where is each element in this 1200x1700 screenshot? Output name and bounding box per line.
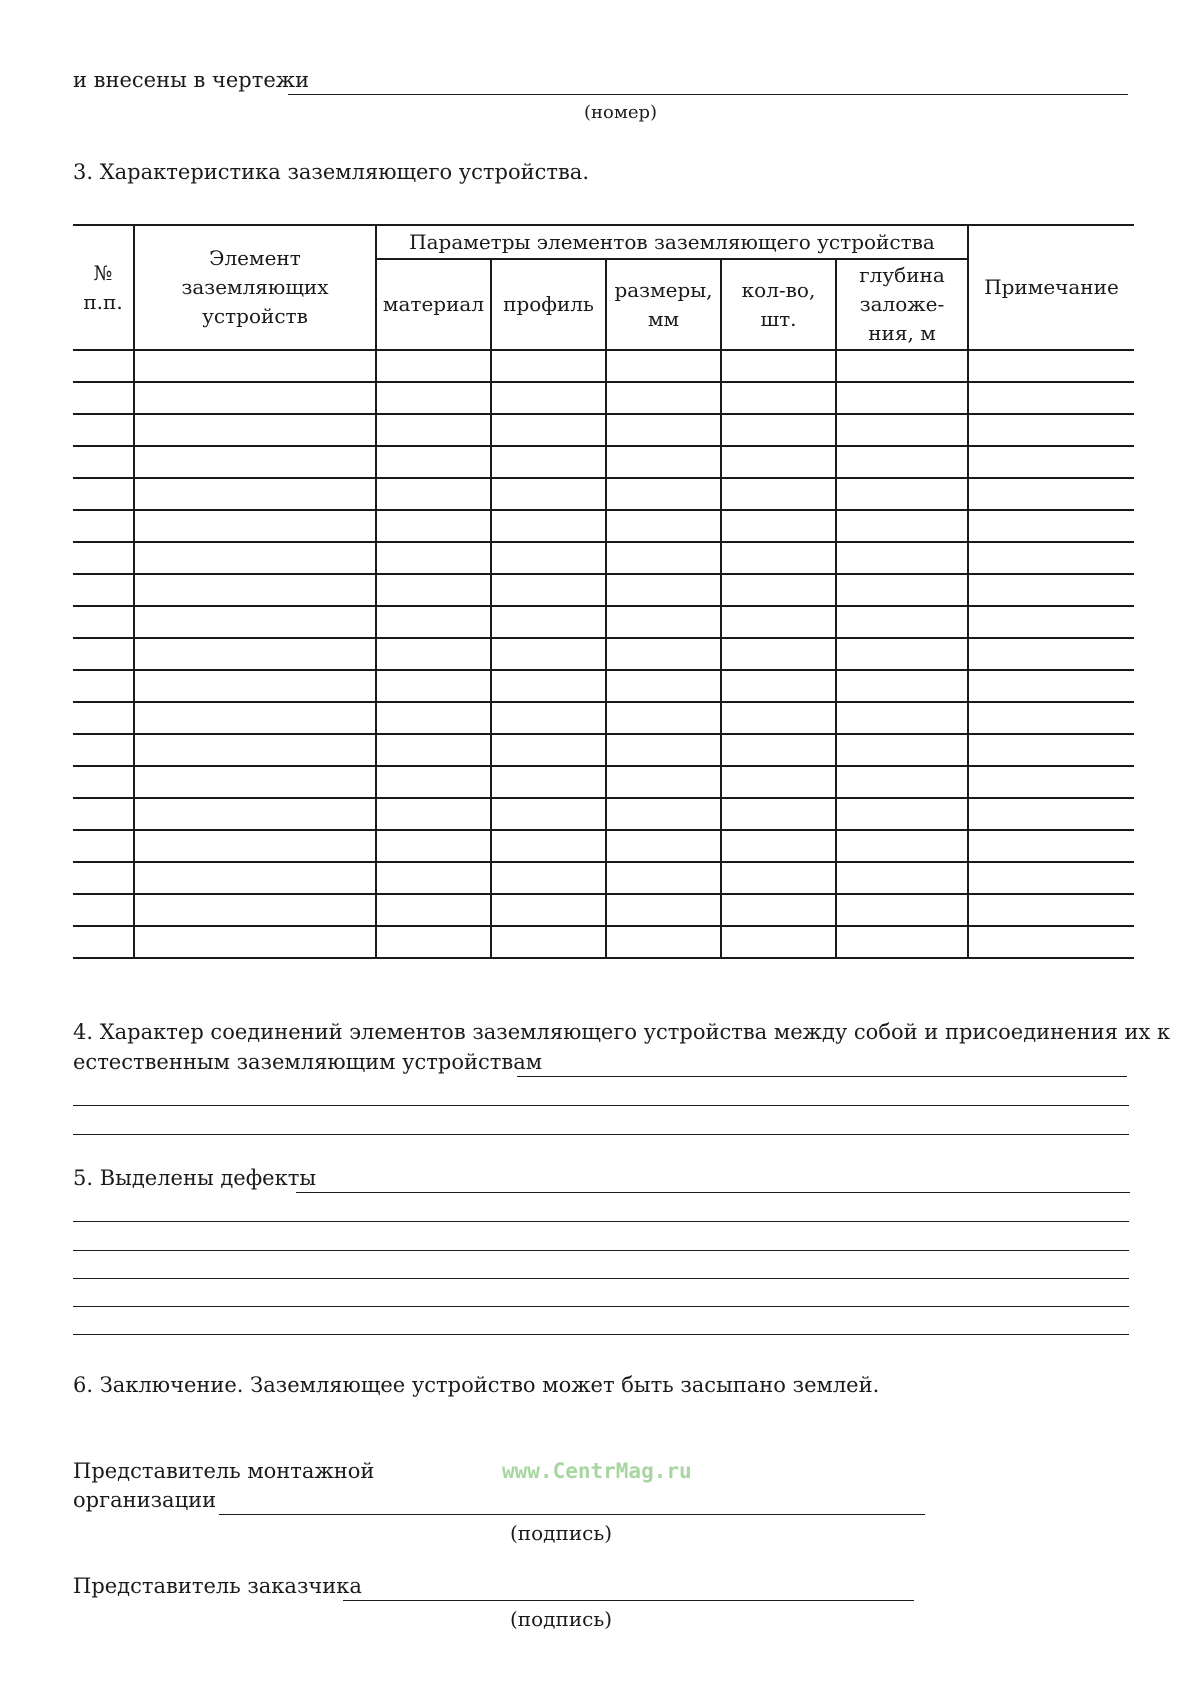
- table-cell[interactable]: [836, 478, 968, 510]
- table-cell[interactable]: [721, 670, 836, 702]
- table-cell[interactable]: [606, 382, 721, 414]
- header-material: материал: [376, 259, 491, 350]
- table-cell[interactable]: [836, 542, 968, 574]
- table-cell[interactable]: [836, 798, 968, 830]
- table-cell[interactable]: [134, 382, 376, 414]
- table-cell[interactable]: [606, 894, 721, 926]
- table-row: [73, 894, 1134, 926]
- table-cell[interactable]: [134, 734, 376, 766]
- table-cell[interactable]: [491, 702, 606, 734]
- table-cell[interactable]: [491, 734, 606, 766]
- table-cell[interactable]: [134, 478, 376, 510]
- table-cell[interactable]: [606, 702, 721, 734]
- table-cell[interactable]: [134, 638, 376, 670]
- grounding-device-table: [73, 224, 1134, 959]
- table-cell[interactable]: [721, 830, 836, 862]
- table-cell[interactable]: [836, 574, 968, 606]
- table-cell[interactable]: [376, 766, 491, 798]
- table-row: [73, 798, 1134, 830]
- table-cell[interactable]: [491, 382, 606, 414]
- table-cell[interactable]: [721, 926, 836, 958]
- installer-label-line-1: Представитель монтажной: [73, 1459, 375, 1483]
- table-cell[interactable]: [721, 446, 836, 478]
- table-cell[interactable]: [721, 638, 836, 670]
- table-cell[interactable]: [134, 574, 376, 606]
- table-cell[interactable]: [721, 606, 836, 638]
- table-cell[interactable]: [721, 574, 836, 606]
- table-row: [73, 510, 1134, 542]
- installer-signature-caption: (подпись): [510, 1521, 613, 1545]
- drawings-number-field[interactable]: [288, 94, 1128, 95]
- table-cell[interactable]: [836, 510, 968, 542]
- table-cell[interactable]: [376, 414, 491, 446]
- table-cell[interactable]: [968, 382, 1134, 414]
- table-cell[interactable]: [836, 766, 968, 798]
- table-cell[interactable]: [721, 734, 836, 766]
- defects-field-1[interactable]: [296, 1192, 1130, 1193]
- table-row: [73, 542, 1134, 574]
- table-cell[interactable]: [134, 510, 376, 542]
- table-cell[interactable]: [836, 862, 968, 894]
- table-row: [73, 830, 1134, 862]
- table-cell[interactable]: [968, 734, 1134, 766]
- table-cell[interactable]: [721, 382, 836, 414]
- table-cell[interactable]: [968, 542, 1134, 574]
- section-4-field-1[interactable]: [517, 1076, 1127, 1077]
- table-cell[interactable]: [73, 350, 134, 382]
- table-cell[interactable]: [134, 670, 376, 702]
- table-cell[interactable]: [968, 414, 1134, 446]
- table-cell[interactable]: [836, 734, 968, 766]
- table-cell[interactable]: [606, 446, 721, 478]
- table-cell[interactable]: [606, 414, 721, 446]
- table-row: [73, 766, 1134, 798]
- table-cell[interactable]: [968, 830, 1134, 862]
- table-cell[interactable]: [491, 766, 606, 798]
- table-cell[interactable]: [73, 382, 134, 414]
- table-cell[interactable]: [491, 414, 606, 446]
- table-cell[interactable]: [376, 638, 491, 670]
- installer-label-line-2: организации: [73, 1488, 217, 1512]
- table-cell[interactable]: [491, 574, 606, 606]
- table-cell[interactable]: [134, 446, 376, 478]
- table-cell[interactable]: [491, 606, 606, 638]
- header-sizes: размеры, мм: [606, 259, 721, 350]
- table-cell[interactable]: [134, 766, 376, 798]
- table-cell[interactable]: [134, 862, 376, 894]
- table-cell[interactable]: [836, 638, 968, 670]
- installer-signature-field[interactable]: [219, 1514, 925, 1515]
- table-cell[interactable]: [491, 830, 606, 862]
- section-5-label: 5. Выделены дефекты: [73, 1166, 317, 1190]
- table-cell[interactable]: [968, 446, 1134, 478]
- table-cell[interactable]: [134, 702, 376, 734]
- table-cell[interactable]: [968, 574, 1134, 606]
- table-cell[interactable]: [73, 542, 134, 574]
- header-number: № п.п.: [73, 225, 134, 350]
- header-note: Примечание: [968, 225, 1134, 350]
- table-cell[interactable]: [836, 894, 968, 926]
- table-cell[interactable]: [73, 574, 134, 606]
- table-cell[interactable]: [836, 830, 968, 862]
- table-cell[interactable]: [606, 734, 721, 766]
- table-row: [73, 414, 1134, 446]
- customer-signature-caption: (подпись): [510, 1607, 613, 1631]
- table-cell[interactable]: [721, 542, 836, 574]
- table-row: [73, 446, 1134, 478]
- table-cell[interactable]: [376, 542, 491, 574]
- table-cell[interactable]: [606, 478, 721, 510]
- table-cell[interactable]: [376, 606, 491, 638]
- table-cell[interactable]: [491, 542, 606, 574]
- table-cell[interactable]: [376, 478, 491, 510]
- table-cell[interactable]: [606, 798, 721, 830]
- table-cell[interactable]: [606, 638, 721, 670]
- table-row: [73, 734, 1134, 766]
- header-element: Элемент заземляющих устройств: [134, 225, 376, 350]
- table-cell[interactable]: [376, 350, 491, 382]
- table-cell[interactable]: [491, 350, 606, 382]
- table-cell[interactable]: [134, 606, 376, 638]
- table-cell[interactable]: [134, 798, 376, 830]
- table-cell[interactable]: [721, 350, 836, 382]
- table-cell[interactable]: [134, 414, 376, 446]
- table-cell[interactable]: [376, 670, 491, 702]
- table-row: [73, 862, 1134, 894]
- table-cell[interactable]: [721, 894, 836, 926]
- defects-field-3[interactable]: [73, 1250, 1129, 1251]
- table-cell[interactable]: [376, 830, 491, 862]
- table-body: [73, 350, 1134, 958]
- defects-field-5[interactable]: [73, 1306, 1129, 1307]
- table-cell[interactable]: [376, 510, 491, 542]
- table-cell[interactable]: [376, 734, 491, 766]
- table-row: [73, 606, 1134, 638]
- table-cell[interactable]: [73, 478, 134, 510]
- table-cell[interactable]: [491, 670, 606, 702]
- table-cell[interactable]: [491, 798, 606, 830]
- table-cell[interactable]: [376, 926, 491, 958]
- table-cell[interactable]: [491, 510, 606, 542]
- table-cell[interactable]: [134, 926, 376, 958]
- customer-label: Представитель заказчика: [73, 1574, 362, 1598]
- table-cell[interactable]: [73, 638, 134, 670]
- section-4-line-2: естественным заземляющим устройствам: [73, 1050, 543, 1074]
- table-cell[interactable]: [606, 670, 721, 702]
- table-cell[interactable]: [491, 926, 606, 958]
- table-cell[interactable]: [134, 350, 376, 382]
- table-cell[interactable]: [721, 702, 836, 734]
- table-cell[interactable]: [721, 862, 836, 894]
- table-cell[interactable]: [606, 830, 721, 862]
- table-cell[interactable]: [968, 798, 1134, 830]
- table-cell[interactable]: [73, 670, 134, 702]
- table-cell[interactable]: [73, 702, 134, 734]
- table-cell[interactable]: [606, 350, 721, 382]
- section-6-conclusion: 6. Заключение. Заземляющее устройство может быть засыпано землей.: [73, 1373, 880, 1397]
- table-cell[interactable]: [73, 862, 134, 894]
- table-cell[interactable]: [606, 574, 721, 606]
- table-cell[interactable]: [376, 574, 491, 606]
- table-cell[interactable]: [491, 478, 606, 510]
- table-cell[interactable]: [376, 798, 491, 830]
- table-cell[interactable]: [73, 446, 134, 478]
- table-cell[interactable]: [836, 382, 968, 414]
- table-cell[interactable]: [73, 510, 134, 542]
- table-cell[interactable]: [968, 510, 1134, 542]
- table-cell[interactable]: [376, 894, 491, 926]
- table-cell[interactable]: [968, 478, 1134, 510]
- table-cell[interactable]: [836, 606, 968, 638]
- table-row: [73, 638, 1134, 670]
- table-row: [73, 702, 1134, 734]
- table-row: [73, 926, 1134, 958]
- table-cell[interactable]: [721, 478, 836, 510]
- table-cell[interactable]: [73, 766, 134, 798]
- defects-field-2[interactable]: [73, 1221, 1129, 1222]
- table-cell[interactable]: [606, 766, 721, 798]
- defects-field-4[interactable]: [73, 1278, 1129, 1279]
- table-cell[interactable]: [836, 926, 968, 958]
- table-cell[interactable]: [376, 702, 491, 734]
- table-cell[interactable]: [73, 926, 134, 958]
- header-count: кол-во, шт.: [721, 259, 836, 350]
- table-cell[interactable]: [836, 350, 968, 382]
- table-row: [73, 382, 1134, 414]
- table-cell[interactable]: [134, 894, 376, 926]
- table-cell[interactable]: [606, 606, 721, 638]
- table-cell[interactable]: [491, 446, 606, 478]
- watermark: www.CentrMag.ru: [502, 1459, 692, 1483]
- table-cell[interactable]: [836, 446, 968, 478]
- table-cell[interactable]: [491, 862, 606, 894]
- table-cell[interactable]: [606, 926, 721, 958]
- table-cell[interactable]: [968, 894, 1134, 926]
- table-cell[interactable]: [73, 798, 134, 830]
- table-cell[interactable]: [721, 414, 836, 446]
- table-cell[interactable]: [968, 702, 1134, 734]
- table-row: [73, 350, 1134, 382]
- table-cell[interactable]: [376, 446, 491, 478]
- table-cell[interactable]: [968, 350, 1134, 382]
- table-cell[interactable]: [134, 542, 376, 574]
- table-cell[interactable]: [968, 670, 1134, 702]
- defects-field-6[interactable]: [73, 1334, 1129, 1335]
- table-cell[interactable]: [376, 862, 491, 894]
- table-cell[interactable]: [968, 606, 1134, 638]
- table-cell[interactable]: [606, 862, 721, 894]
- table-cell[interactable]: [491, 894, 606, 926]
- table-cell[interactable]: [606, 542, 721, 574]
- table-cell[interactable]: [836, 702, 968, 734]
- table-cell[interactable]: [968, 766, 1134, 798]
- section-4-field-2[interactable]: [73, 1105, 1129, 1106]
- table-row: [73, 670, 1134, 702]
- drawings-line-label: и внесены в чертежи: [73, 68, 310, 92]
- table-cell[interactable]: [968, 862, 1134, 894]
- header-profile: профиль: [491, 259, 606, 350]
- table-cell[interactable]: [73, 606, 134, 638]
- table-cell[interactable]: [968, 926, 1134, 958]
- table-cell[interactable]: [721, 798, 836, 830]
- table-cell[interactable]: [73, 414, 134, 446]
- header-depth: глубина заложе- ния, м: [836, 259, 968, 350]
- table-cell[interactable]: [606, 510, 721, 542]
- table-cell[interactable]: [73, 894, 134, 926]
- table-cell[interactable]: [134, 830, 376, 862]
- header-parameters-group: Параметры элементов заземляющего устройства: [376, 225, 968, 259]
- table-cell[interactable]: [491, 638, 606, 670]
- table-cell[interactable]: [968, 638, 1134, 670]
- table-cell[interactable]: [73, 734, 134, 766]
- section-4-line-1: 4. Характер соединений элементов заземляющего устройства между собой и присоединения их к: [73, 1020, 1171, 1044]
- table-cell[interactable]: [721, 766, 836, 798]
- table-cell[interactable]: [376, 382, 491, 414]
- table-cell[interactable]: [836, 670, 968, 702]
- customer-signature-field[interactable]: [343, 1600, 914, 1601]
- table-cell[interactable]: [836, 414, 968, 446]
- section-3-title: 3. Характеристика заземляющего устройства.: [73, 160, 589, 184]
- table-cell[interactable]: [73, 830, 134, 862]
- table-row: [73, 478, 1134, 510]
- section-4-field-3[interactable]: [73, 1134, 1129, 1135]
- table-cell[interactable]: [721, 510, 836, 542]
- table-row: [73, 574, 1134, 606]
- drawings-number-caption: (номер): [584, 102, 658, 123]
